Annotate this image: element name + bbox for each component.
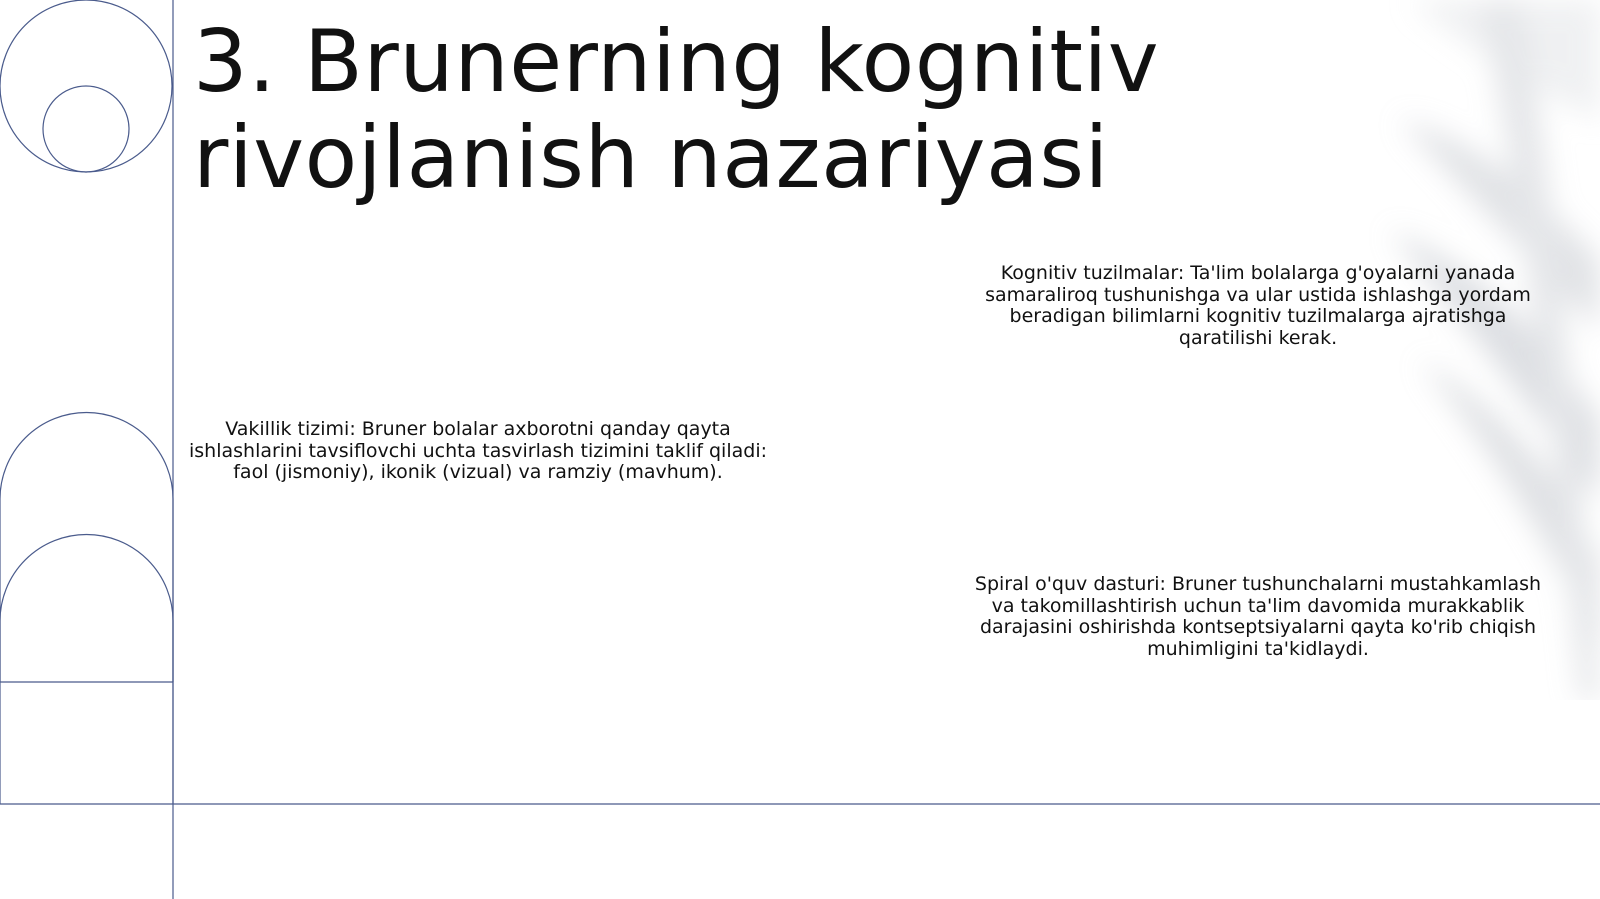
point-kognitiv-tuzilmalar: Kognitiv tuzilmalar: Ta'lim bolalarga g'oyalarni yanada samaraliroq tushunishga va ular ustida ishlashga yordam beradigan bilimlarni kognitiv tuzilmalarga ajratishga qaratilishi kerak. [985, 262, 1531, 349]
slide-title: 3. Brunerning kognitiv rivojlanish nazariyasi [193, 12, 1160, 208]
point-vakillik-tizimi: Vakillik tizimi: Bruner bolalar axborotni qanday qayta ishlashlarini tavsiflovchi uchta tasvirlash tizimini taklif qiladi: faol (jismoniy), ikonik (vizual) va ramziy (mavhum). [188, 418, 767, 483]
point-spiral-dastur: Spiral o'quv dasturi: Bruner tushunchalarni mustahkamlash va takomillashtirish uchun ta'lim davomida murakkablik darajasini oshirishda kontseptsiyalarni qayta ko'rib chiqish muhimligini ta'kidlaydi. [974, 573, 1542, 660]
